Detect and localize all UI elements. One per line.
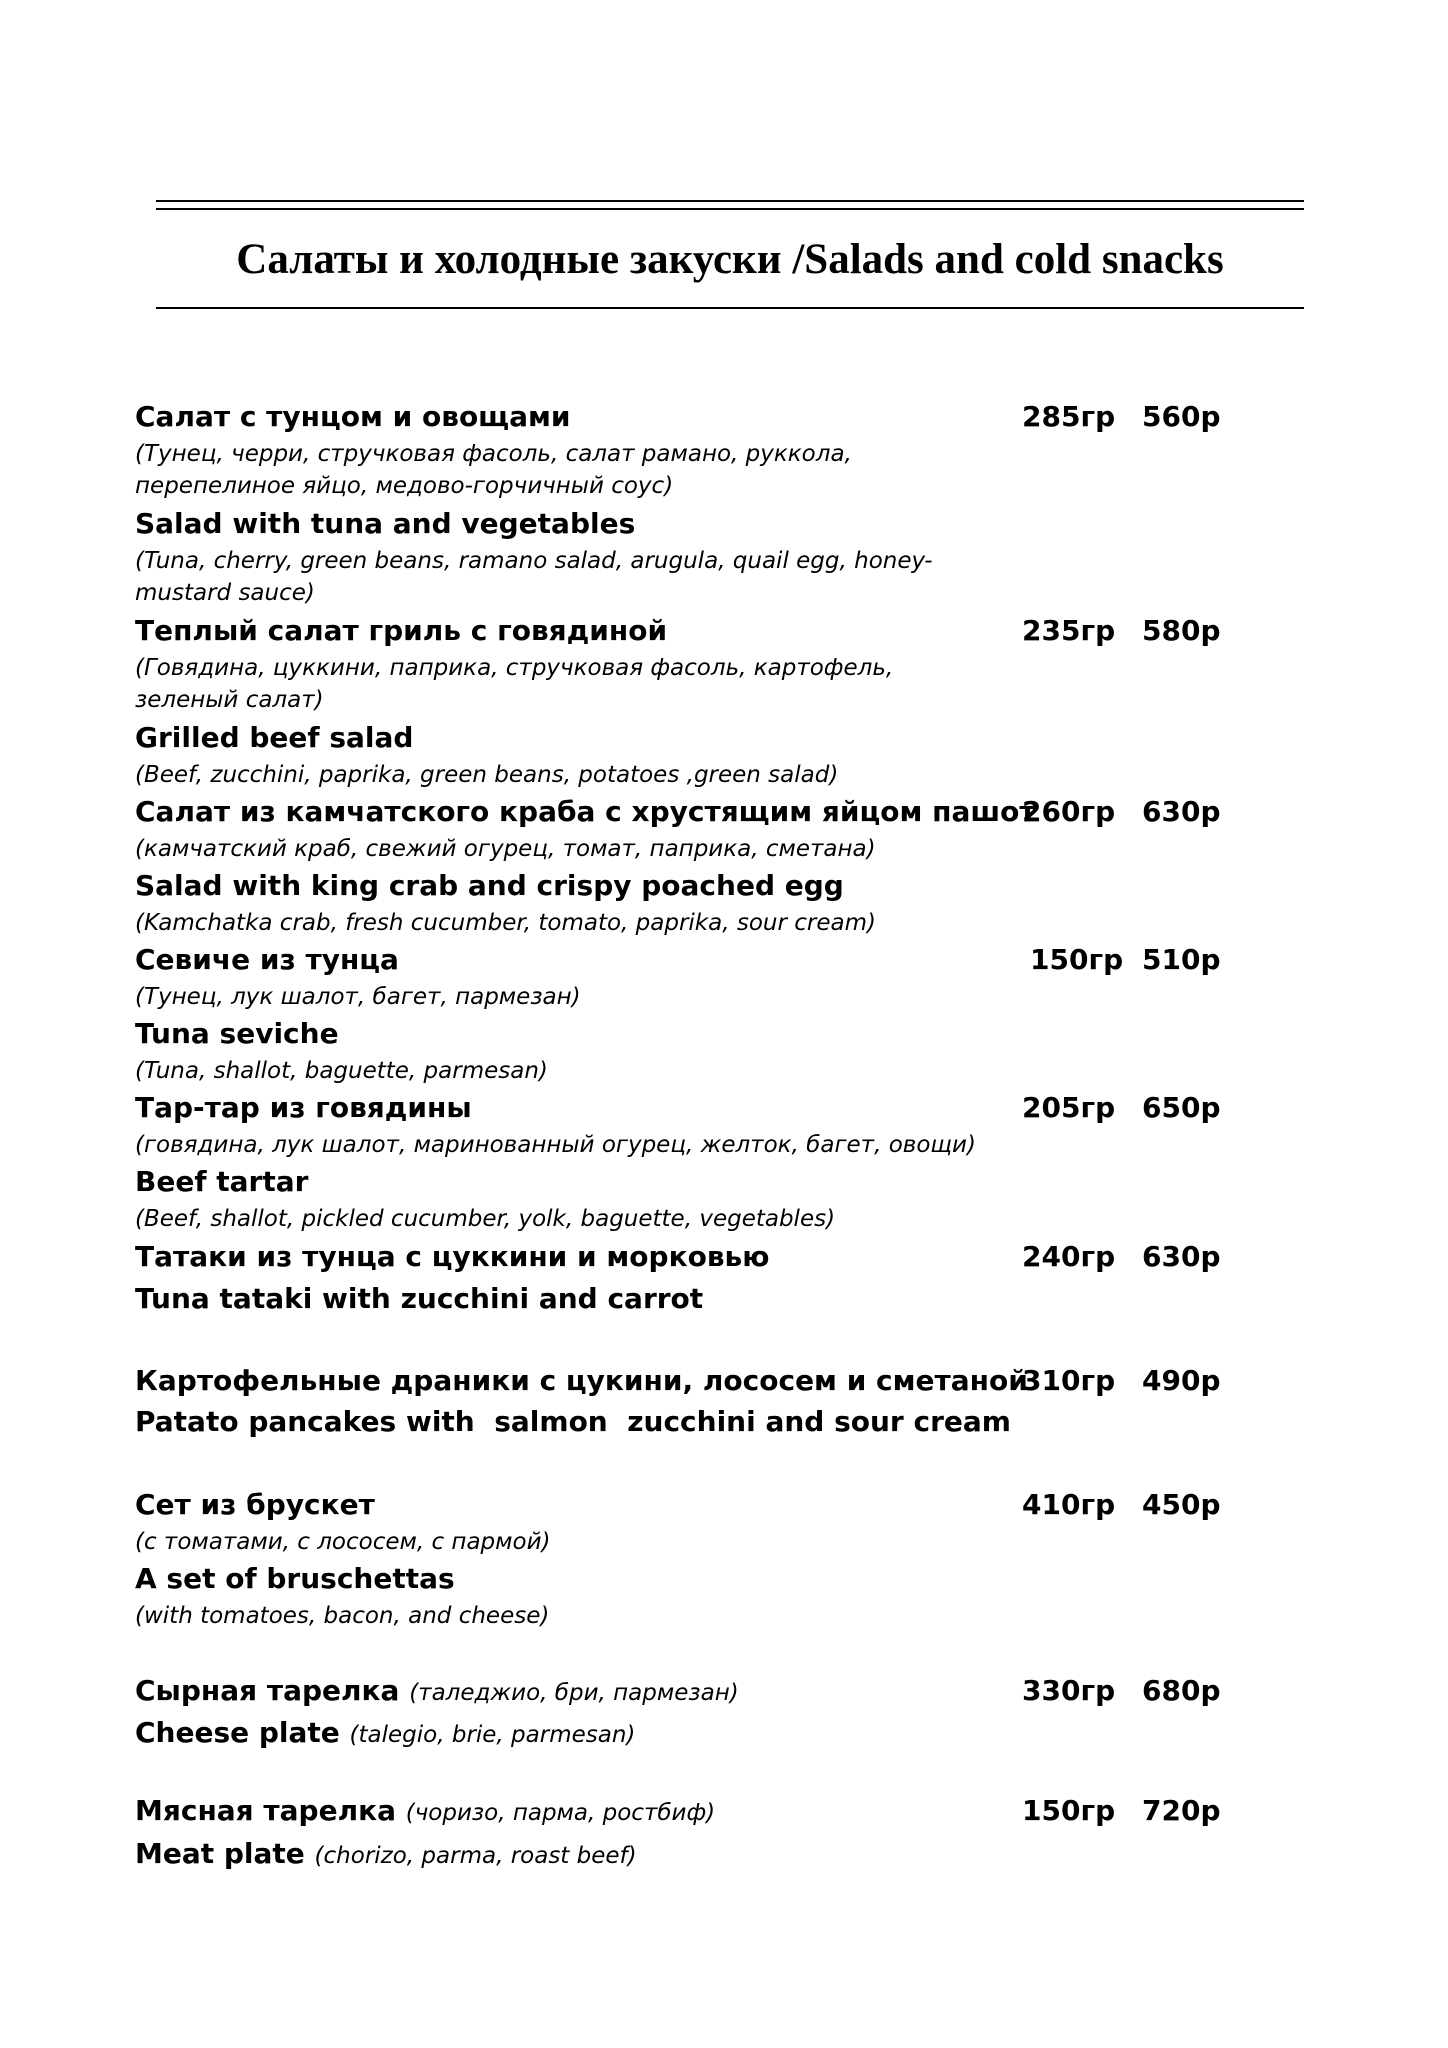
menu-item-ru-line: [135, 1672, 739, 1712]
menu-item-price: 650р: [1142, 1091, 1221, 1124]
menu-item-name-ru: Сырная тарелка: [135, 1674, 400, 1707]
menu-item-desc-ru: (Тунец, черри, стручковая фасоль, салат рамано, руккола, перепелиное яйцо, медово-горчичный соус): [135, 441, 852, 499]
menu-item-weight: 330гр: [1022, 1674, 1116, 1707]
menu-item-weight: 260гр: [1022, 795, 1116, 828]
menu-item-name-ru: Салат с тунцом и овощами: [135, 400, 571, 433]
menu-item-weight: 310гр: [1022, 1364, 1116, 1397]
menu-item-desc-en: (with tomatoes, bacon, and cheese): [135, 1603, 550, 1629]
menu-item-name-en: Beef tartar: [135, 1165, 309, 1198]
menu-item-name-ru: Теплый салат гриль с говядиной: [135, 614, 668, 647]
menu-item-price: 630р: [1142, 1240, 1221, 1273]
header-rule-top: [156, 200, 1304, 202]
menu-item-name-ru: Салат из камчатского краба с хрустящим яйцом пашот: [135, 795, 1036, 828]
menu-item-name-en: Cheese plate: [135, 1716, 340, 1749]
menu-item-weight: 150гр: [1022, 1794, 1116, 1827]
menu-item-desc-ru: (таледжио, бри, пармезан): [409, 1680, 739, 1706]
menu-item-desc-en: (talegio, brie, parmesan): [349, 1722, 636, 1748]
menu-item-price: 450р: [1142, 1488, 1221, 1521]
menu-item-name-en: Salad with tuna and vegetables: [135, 507, 636, 540]
menu-item-price: 490р: [1142, 1364, 1221, 1397]
header-rule-bottom: [156, 307, 1304, 309]
menu-item-name-en: Meat plate: [135, 1837, 305, 1870]
menu-item-desc-ru: (с томатами, с лососем, с пармой): [135, 1529, 551, 1555]
menu-item-weight: 240гр: [1022, 1240, 1116, 1273]
menu-item-price: 680р: [1142, 1674, 1221, 1707]
menu-item-name-en: Tuna tataki with zucchini and carrot: [135, 1282, 704, 1315]
page-title: Салаты и холодные закуски /Salads and cold snacks: [236, 236, 1224, 283]
menu-item-desc-en: (chorizo, parma, roast beef): [314, 1843, 637, 1869]
menu-item-name-ru: Картофельные драники с цукини, лососем и сметаной: [135, 1364, 1028, 1397]
menu-item-weight: 235гр: [1022, 614, 1116, 647]
menu-item-name-en: Grilled beef salad: [135, 721, 414, 754]
menu-item-weight: 285гр: [1022, 400, 1116, 433]
menu-item-en-line: [135, 1714, 635, 1754]
menu-item-weight: 205гр: [1022, 1091, 1116, 1124]
menu-item-name-en: Tuna seviche: [135, 1017, 339, 1050]
menu-item-desc-en: (Beef, shallot, pickled cucumber, yolk, baguette, vegetables): [135, 1206, 836, 1232]
menu-item-price: 630р: [1142, 795, 1221, 828]
menu-item-name-en: Patato pancakes with salmon zucchini and sour cream: [135, 1405, 1011, 1438]
menu-item-name-ru: Севиче из тунца: [135, 943, 399, 976]
menu-item-name-ru: Сет из брускет: [135, 1488, 375, 1521]
menu-item-desc-ru: (камчатский краб, свежий огурец, томат, паприка, сметана): [135, 836, 876, 862]
menu-item-price: 720р: [1142, 1794, 1221, 1827]
menu-item-ru-line: [135, 1792, 715, 1832]
header-rule-top-inner: [156, 208, 1304, 210]
menu-item-desc-en: (Tuna, cherry, green beans, ramano salad, arugula, quail egg, honey-mustard sauce): [135, 548, 933, 606]
menu-item-desc-ru: (чоризо, парма, ростбиф): [405, 1800, 716, 1826]
menu-item-weight: 410гр: [1022, 1488, 1116, 1521]
menu-item-price: 560р: [1142, 400, 1221, 433]
menu-item-desc-ru: (Говядина, цуккини, паприка, стручковая фасоль, картофель, зеленый салат): [135, 655, 894, 713]
menu-item-en-line: [135, 1835, 637, 1875]
menu-item-weight: 150гр: [1030, 943, 1124, 976]
menu-item-name-en: A set of bruschettas: [135, 1562, 455, 1595]
menu-item-desc-en: (Tuna, shallot, baguette, parmesan): [135, 1058, 548, 1084]
menu-item-desc-en: (Beef, zucchini, paprika, green beans, potatoes ,green salad): [135, 762, 839, 788]
menu-item-name-ru: Татаки из тунца с цуккини и морковью: [135, 1240, 770, 1273]
menu-item-price: 510р: [1142, 943, 1221, 976]
menu-item-price: 580р: [1142, 614, 1221, 647]
menu-item-name-ru: Мясная тарелка: [135, 1794, 396, 1827]
menu-item-desc-ru: (Тунец, лук шалот, багет, пармезан): [135, 984, 581, 1010]
menu-item-desc-en: (Kamchatka crab, fresh cucumber, tomato, paprika, sour cream): [135, 910, 876, 936]
menu-item-name-en: Salad with king crab and crispy poached egg: [135, 869, 844, 902]
menu-item-desc-ru: (говядина, лук шалот, маринованный огурец, желток, багет, овощи): [135, 1132, 976, 1158]
menu-item-name-ru: Тар-тар из говядины: [135, 1091, 472, 1124]
